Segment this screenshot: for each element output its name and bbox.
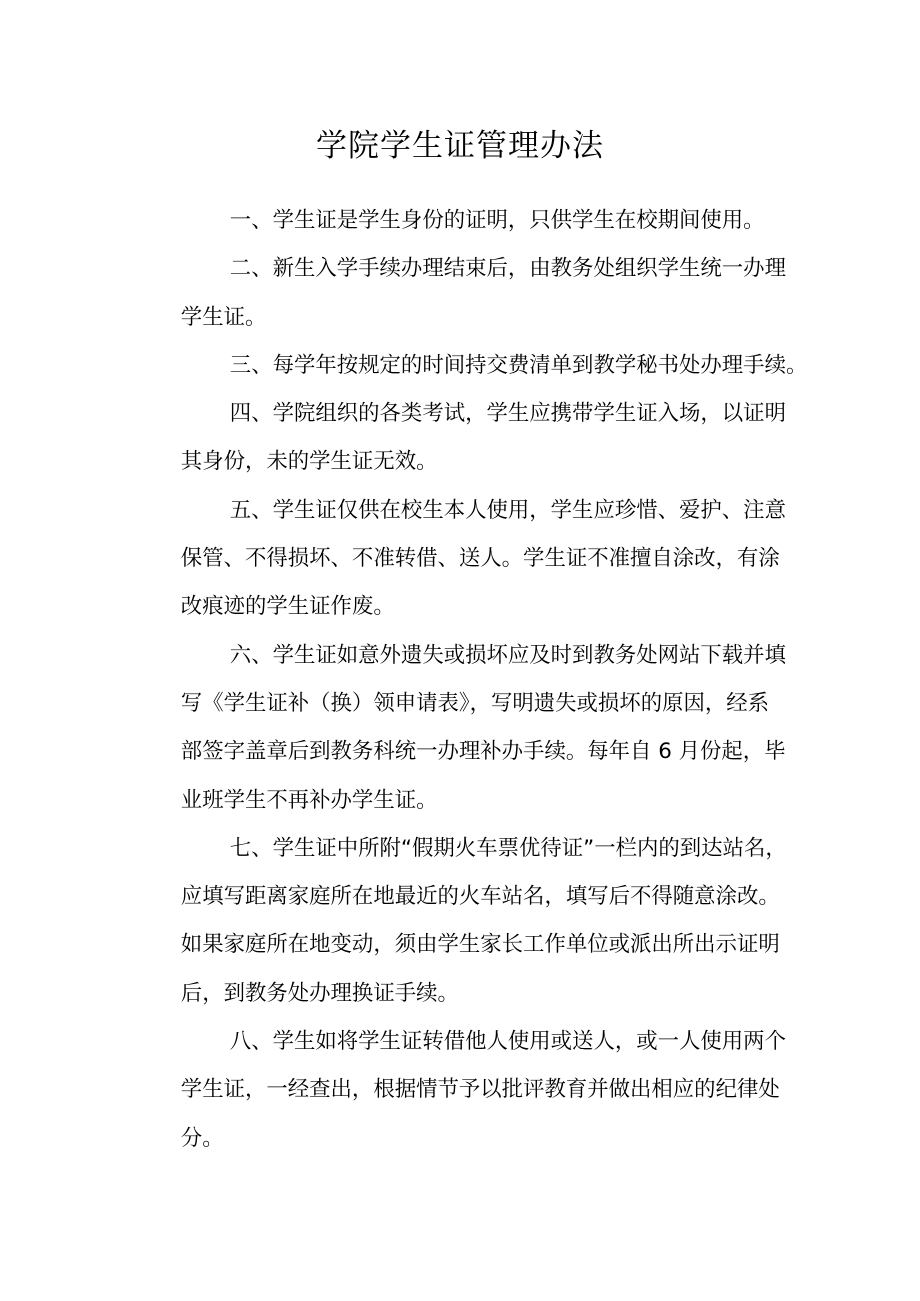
paragraph-line: 如果家庭所在地变动，须由学生家长工作单位或派出所出示证明 <box>180 932 780 958</box>
paragraph-line: 部签字盖章后到教务科统一办理补办手续。每年自 6 月份起，毕 <box>180 739 786 765</box>
paragraph-8 <box>138 1018 786 1163</box>
paragraph-line: 学生证，一经查出，根据情节予以批评教育并做出相应的纪律处 <box>180 1077 780 1103</box>
paragraph-line: 六、学生证如意外遗失或损坏应及时到教务处网站下载并填 <box>229 642 786 668</box>
paragraph-1 <box>138 197 786 245</box>
paragraph-line: 七、学生证中所附“假期火车票优待证”一栏内的到达站名， <box>229 835 787 861</box>
paragraph-line: 分。 <box>180 1125 224 1151</box>
paragraph-line: 学生证。 <box>180 304 267 330</box>
paragraph-6 <box>138 632 786 825</box>
paragraph-3 <box>138 342 808 390</box>
paragraph-7 <box>138 825 786 1018</box>
paragraph-4 <box>138 390 786 487</box>
paragraph-line: 后，到教务处办理换证手续。 <box>180 980 459 1006</box>
paragraph-line: 八、学生如将学生证转借他人使用或送人，或一人使用两个 <box>229 1029 786 1055</box>
paragraph-5 <box>138 487 786 632</box>
paragraph-line: 写《学生证补（换）领申请表》，写明遗失或损坏的原因，经系 <box>180 690 770 716</box>
paragraph-line: 一、学生证是学生身份的证明，只供学生在校期间使用。 <box>229 208 765 233</box>
paragraph-line: 应填写距离家庭所在地最近的火车站名，填写后不得随意涂改。 <box>180 884 780 910</box>
paragraph-line: 业班学生不再补办学生证。 <box>180 787 438 813</box>
paragraph-line: 改痕迹的学生证作废。 <box>180 594 395 620</box>
document-body <box>138 197 808 1163</box>
paragraph-2 <box>138 245 786 342</box>
paragraph-line: 五、学生证仅供在校生本人使用，学生应珍惜、爱护、注意 <box>229 497 786 523</box>
document-title: 学院学生证管理办法 <box>316 128 604 164</box>
paragraph-line: 四、学院组织的各类考试，学生应携带学生证入场，以证明 <box>229 401 786 427</box>
paragraph-line: 保管、不得损坏、不准转借、送人。学生证不准擅自涂改，有涂 <box>180 546 780 572</box>
paragraph-line: 三、每学年按规定的时间持交费清单到教学秘书处办理手续。 <box>229 352 808 378</box>
paragraph-line: 二、新生入学手续办理结束后，由教务处组织学生统一办理 <box>229 256 786 282</box>
paragraph-line: 其身份，未的学生证无效。 <box>180 449 438 475</box>
